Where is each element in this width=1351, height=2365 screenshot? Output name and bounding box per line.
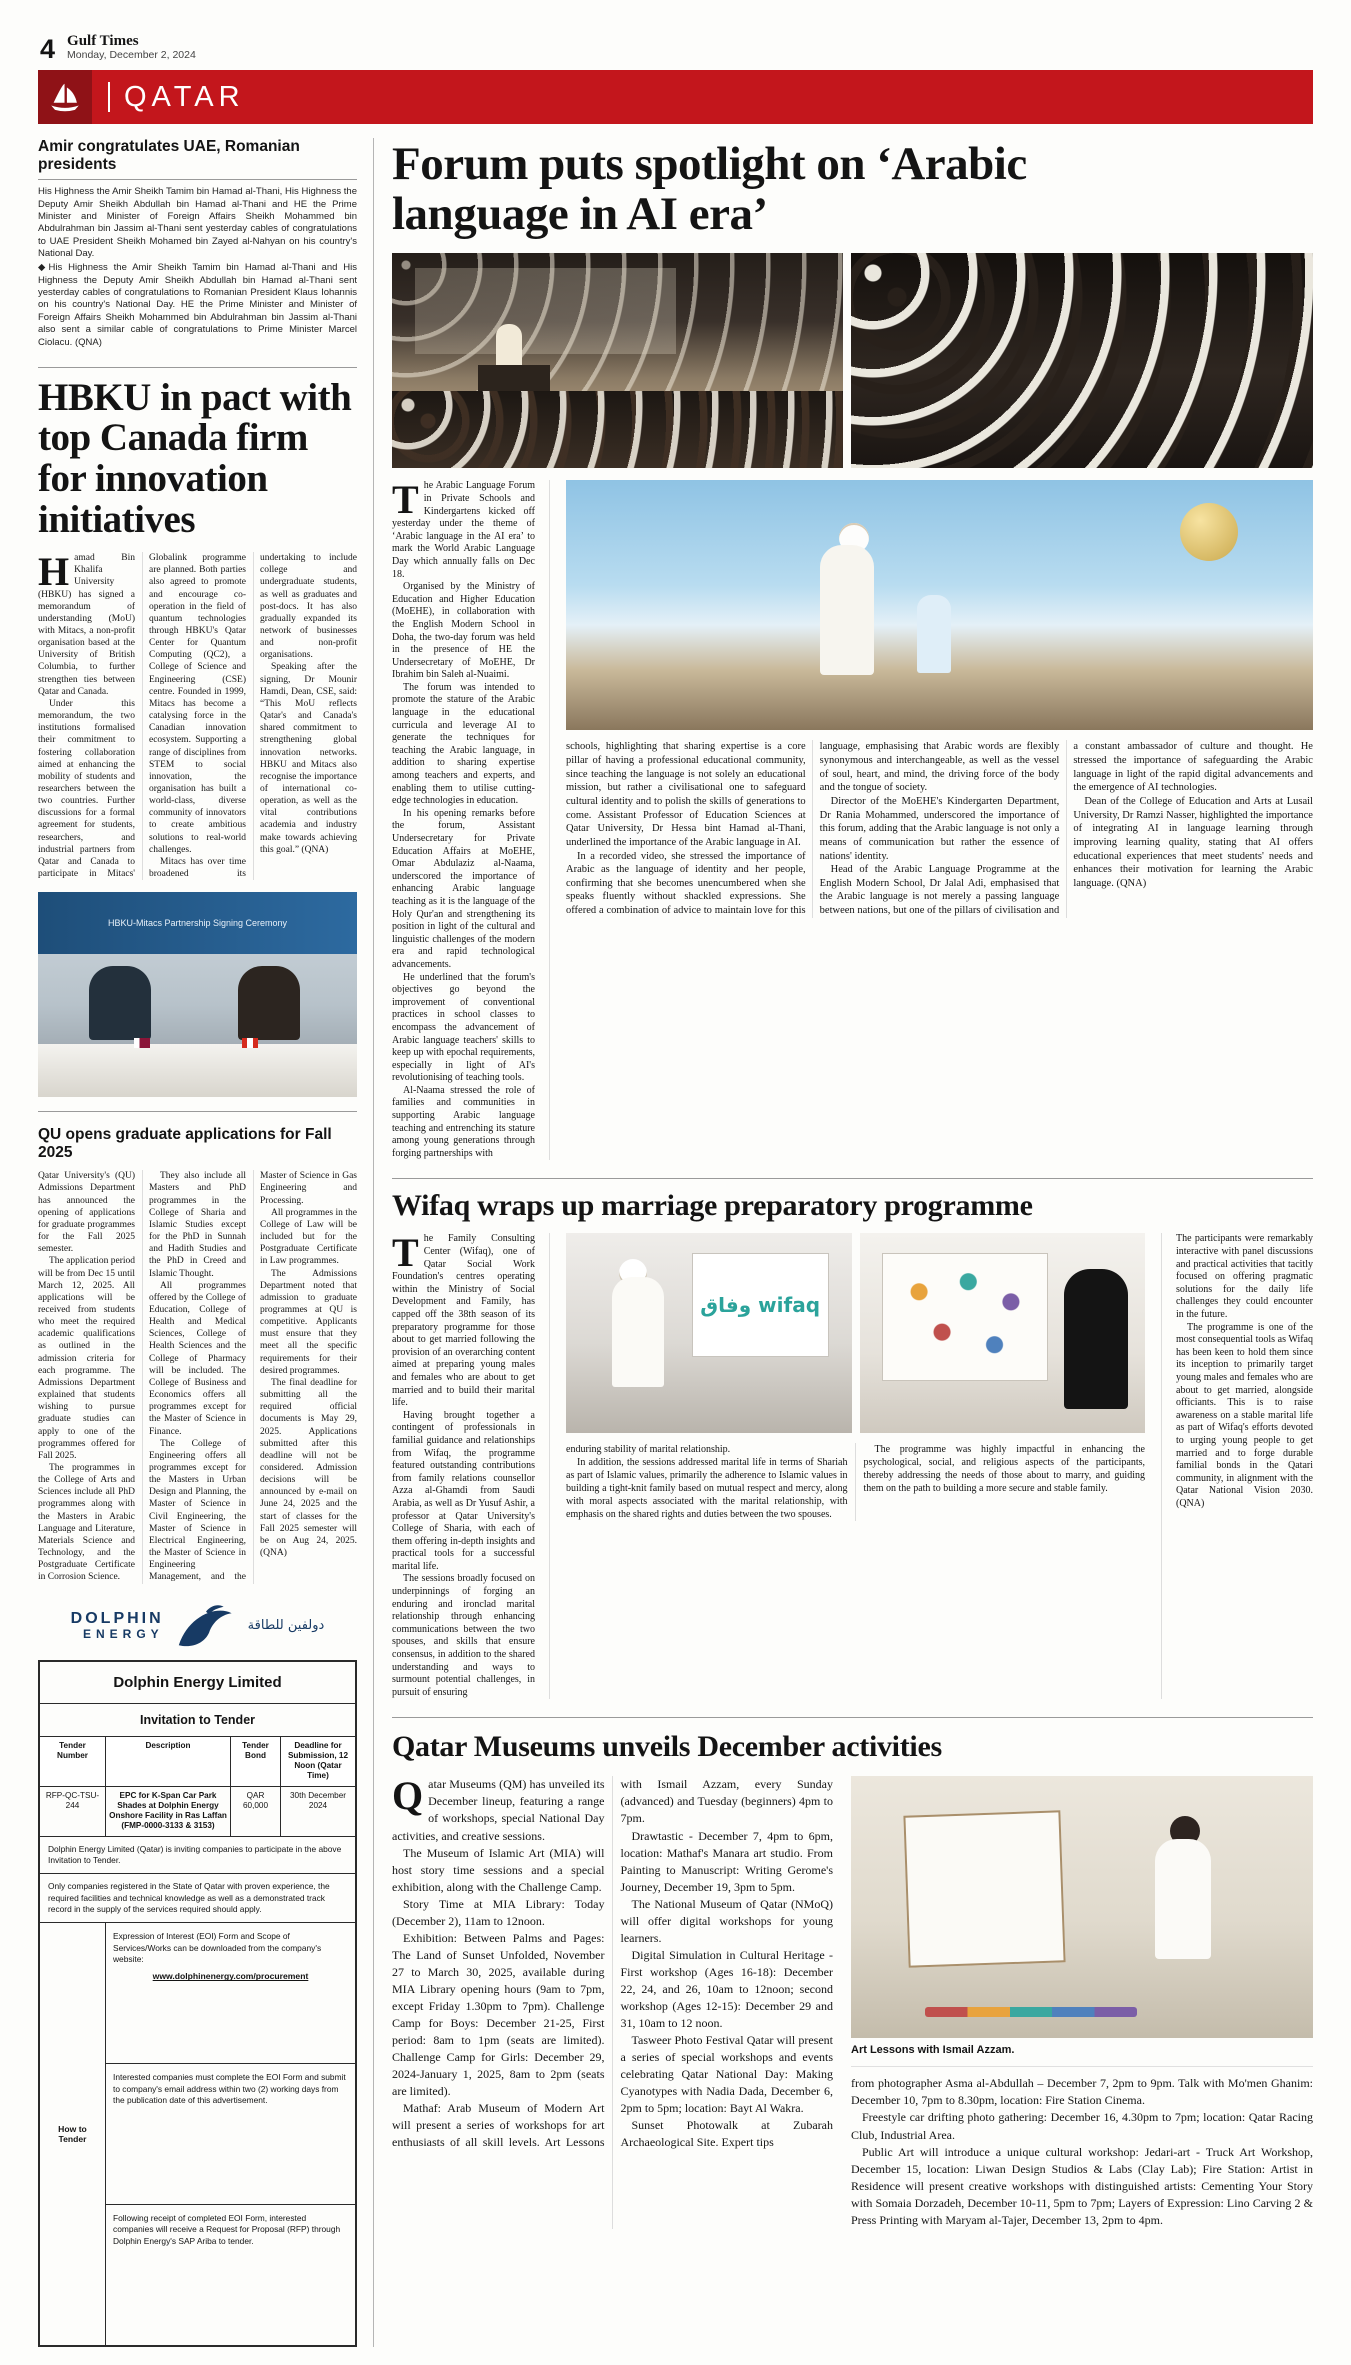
paragraph: Sunset Photowalk at Zubarah Archaeological Site. Expert tips bbox=[620, 2118, 833, 2150]
body-right-block bbox=[566, 480, 1313, 1160]
masthead bbox=[38, 30, 1313, 70]
paragraph: Head of the Arabic Language Programme at the English Modern School, Dr Jalal Adi, emphasised that the Arabic language is not merely a passing language between nations, but one of the pillars of civilisation and a constant ambassador of culture and thought. He stressed the importance of safeguarding the Arabic language in light of the rapid digital advancements and the emergence of AI technologies. bbox=[819, 741, 1313, 917]
brand-name-bottom: ENERGY bbox=[82, 1626, 164, 1641]
right-column bbox=[373, 138, 1313, 2347]
article-body bbox=[38, 186, 357, 348]
paragraph: Qatar Museums (QM) has unveiled its December lineup, featuring a range of workshops, special National Day activities, and creative sessions. bbox=[392, 1773, 605, 1843]
article-title: Wifaq wraps up marriage preparatory programme bbox=[392, 1189, 1033, 1223]
paragraph: Public Art will introduce a unique cultural workshop: Jedari-art - Truck Art Workshop, December 15, location: Liwan Design Studios & Labs (Clay Lab); Fire Station: Artist in Residence will present creative workshops with distinguished artists: Cementing Your Story with Somaia Dorzadeh, December 10-11, 5pm to 7pm; Layers of Expression: Lino Carving 2 & Press Printing with Maryam al-Tajer, December 13, 2pm to 4pm. bbox=[851, 2144, 1313, 2227]
table-header-description: Description bbox=[106, 1737, 231, 1787]
body-column-1 bbox=[392, 1230, 550, 1699]
how-step-download bbox=[106, 1923, 355, 2064]
article-qatar-museums bbox=[392, 1717, 1313, 2347]
paragraph: The final deadline for submitting all the required official documents is May 29, 2025. Applications submitted after this deadline will not be considered. Admission decisions will be announced by e-mail on June 24, 2025 and the start of classes for the Fall 2025 semester will be on Aug 24, 2025. (QNA) bbox=[260, 1377, 357, 1559]
wifaq-logo-text: وفاق wifaq bbox=[700, 1293, 821, 1318]
paragraph: In addition, the sessions addressed marital life in terms of Shariah as part of Islamic values, primarily the adherence to Islamic values in building a tight-knit family based on mutual respect and mercy, along with moral aspects associated with the marital relationship, with emphasis on the shared rights and duties between the two spouses. bbox=[566, 1457, 848, 1521]
article-body bbox=[38, 1170, 357, 1583]
photo-artist bbox=[1155, 1839, 1211, 1959]
dolphin-energy-logo bbox=[38, 1602, 357, 1650]
paragraph: Mitacs has over time broadened its undertaking to include college and undergraduate students, as well as graduates and post-docs. It has also gradually expanded its network of businesses and non-profit organisations. bbox=[149, 553, 357, 880]
article-qu-admissions bbox=[38, 1111, 357, 1583]
forum-speaker-photo bbox=[392, 253, 843, 468]
article-body bbox=[392, 477, 1313, 1160]
article-title: QU opens graduate applications for Fall 2025 bbox=[38, 1126, 332, 1162]
paragraph: He underlined that the forum's objectives go beyond the improvement of conventional practices in school classes to encompass the advancement of Arabic language teachers' skills to keep up with epochal requirements, especially in light of AI's revolutionising of teaching tools. bbox=[392, 971, 535, 1084]
paragraph: All programmes in the College of Law will be included but for the Postgraduate Certificate in Law programmes. bbox=[260, 1207, 357, 1267]
paragraph: The application period will be from Dec 15 until March 12, 2025. All applications will be received from students who meet the required academic qualifications as outlined in the admission criteria for each programme. The Admissions Department explained that students wishing to pursue graduate studies can apply to one of the programmes offered for Fall 2025. bbox=[38, 1256, 135, 1461]
ad-heading: Invitation to Tender bbox=[40, 1704, 355, 1737]
photo-screen bbox=[692, 1253, 829, 1357]
article-body bbox=[38, 549, 357, 880]
table-header-deadline: Deadline for Submission, 12 Noon (Qatar Time) bbox=[281, 1737, 355, 1787]
paper-name: Gulf Times bbox=[67, 33, 139, 49]
paragraph: Story Time at MIA Library: Today (December 2), 11am to 12noon. bbox=[392, 1896, 605, 1928]
photo-paint-palette bbox=[925, 2007, 1138, 2017]
photo-easel bbox=[904, 1810, 1066, 1967]
dolphin-icon bbox=[174, 1602, 238, 1650]
article-title: Amir congratulates UAE, Romanian presidents bbox=[38, 137, 300, 173]
table-header-tender-number: Tender Number bbox=[40, 1737, 106, 1787]
section-banner bbox=[38, 70, 1313, 124]
wifaq-flipchart-photo bbox=[860, 1233, 1146, 1433]
paragraph: Freestyle car drifting photo gathering: December 16, 4.30pm to 7pm; location: Qatar Racing Club, Industrial Area. bbox=[851, 2110, 1313, 2142]
photo-screen bbox=[415, 268, 677, 354]
paragraph: The programmes in the College of Arts and Sciences include all PhD programmes along with the Masters in Arabic Language and Literature, Materials Science and Technology, and the Postgraduate Certificate in Corrosion Science. bbox=[38, 1463, 135, 1583]
body-right-block bbox=[851, 1776, 1313, 2228]
masthead-right bbox=[67, 34, 196, 62]
article-hbku-mitacs bbox=[38, 367, 357, 1111]
how-to-tender-label: How to Tender bbox=[40, 1923, 106, 2345]
article-body bbox=[392, 1230, 1313, 1699]
qatar-flag bbox=[134, 1038, 150, 1048]
paragraph: Drawtastic - December 7, 4pm to 6pm, location: Mathaf's Manara art studio. From Painting to Manuscript: Writing Gerome's Journey, December 19, 3pm to 5pm. bbox=[620, 1828, 833, 1894]
tender-advertisement bbox=[38, 1660, 357, 2347]
section-title: QATAR bbox=[124, 80, 245, 113]
article-title: HBKU in pact with top Canada firm for innovation initiatives bbox=[38, 375, 352, 541]
divider bbox=[38, 179, 357, 180]
paragraph: The National Museum of Qatar (NMoQ) will offer digital workshops for young learners. bbox=[620, 1896, 833, 1945]
body-middle-block bbox=[566, 1233, 1145, 1699]
photo-figure bbox=[1064, 1269, 1128, 1409]
canada-flag bbox=[242, 1038, 258, 1048]
paragraph: The Admissions Department noted that admission to graduate programmes at QU is competitive. Applicants must ensure that they meet all the specific requirements for their desired programmes. bbox=[260, 1268, 357, 1376]
paragraph: Al-Naama stressed the role of families and communities in supporting Arabic language teaching and entrenching its stature among young generations through forging partnerships with bbox=[392, 1084, 535, 1159]
article-title: Forum puts spotlight on ‘Arabic language in AI era’ bbox=[392, 137, 1027, 240]
paragraph: Dean of the College of Education and Arts at Lusail University, Dr Ramzi Nasser, highlighted the importance of integrating AI in language learning through improving learning quality, stating that AI offers educational experiences that meet students' needs and enhances their motivation for learning the Arabic language. (QNA) bbox=[1073, 795, 1313, 889]
paragraph: Having brought together a contingent of professionals in familial guidance and relationships from Wifaq, the programme featured outstanding contributions from family relations counsellor Azza al-Ghamdi from Saudi Arabia, as well as Dr Yusuf Ashir, a professor at Qatar University's College of Sharia, with each of them offering in-depth insights and practical tools for a successful marital life. bbox=[392, 1409, 535, 1572]
paragraph: The Family Consulting Center (Wifaq), one of Qatar Social Work Foundation's centres operating within the Ministry of Social Development and Family, has capped off the 38th season of its preparatory programme for those about to get married following the provision of an overarching content aimed at preparing young males and females who are about to get married and to build their marital life. bbox=[392, 1230, 535, 1409]
procurement-url: www.dolphinenergy.com/procurement bbox=[152, 1971, 309, 1982]
photo-figure bbox=[238, 966, 300, 1040]
photo-child-figure bbox=[917, 595, 951, 673]
paragraph: The Museum of Islamic Art (MIA) will host story time sessions and a special exhibition, along with the Challenge Camp. bbox=[392, 1845, 605, 1894]
paragraph: His Highness the Amir Sheikh Tamim bin Hamad al-Thani, His Highness the Deputy Amir Sheikh Abdullah bin Hamad al-Thani and HE the Prime Minister and Minister of Foreign Affairs Sheikh Mohammed bin Abdulrahman bin Jassim al-Thani sent yesterday cables of congratulations to UAE President Sheikh Mohamed bin Zayed al-Nahyan on his country's National Day. bbox=[38, 186, 357, 260]
table-header-tender-bond: Tender Bond bbox=[231, 1737, 281, 1787]
paragraph: In a recorded video, she stressed the importance of Arabic as the language of identity and her people, confirming that she becomes unencumbered when she speaks fluently without shackled expressions. She offered a combination of advice to maintain love for this language, emphasising that Arabic words are flexibly synonymous and interchangeable, as well as the vessel of soul, heart, and mind, the driving force of the body and the tongue of society. bbox=[566, 741, 1060, 917]
paragraph: Digital Simulation in Cultural Heritage - First workshop (Ages 16-18): December 22, 24, and 26, 10am to 12noon; second workshop (Ages 12-15): December 29 and 31, 10am to 12 noon. bbox=[620, 1947, 833, 2030]
paragraph: The participants were remarkably interactive with panel discussions and practical activities that tacitly focused on offering pragmatic solutions for the daily life challenges they could encounter in the future. bbox=[1176, 1233, 1313, 1321]
paragraph: All programmes offered by the College of Education, College of Health and Medical Sciences, College of Health Sciences and the College of Pharmacy will be included. The College of Business and Economics offers all programmes except for the Master of Science in Finance. bbox=[149, 1280, 246, 1437]
body-continuation bbox=[851, 2075, 1313, 2228]
article-body bbox=[392, 1773, 1313, 2228]
paragraph: Qatar University's (QU) Admissions Department has announced the opening of applications for graduate programmes for the Fall 2025 semester. bbox=[38, 1171, 135, 1255]
article-wifaq-programme bbox=[392, 1178, 1313, 1699]
photo-dome bbox=[1180, 503, 1238, 561]
paragraph: ◆His Highness the Amir Sheikh Tamim bin Hamad al-Thani and His Highness the Deputy Amir Sheikh Abdullah bin Hamad al-Thani sent yesterday cables of congratulations to Romanian President Klaus Iohannis on his country's National Day. HE the Prime Minister and Minister of Foreign Affairs Sheikh Mohammed bin Abdulrahman bin Jassim al-Thani also sent a similar cable of congratulations to Prime Minister Marcel Ciolacu. (QNA) bbox=[38, 262, 357, 348]
paragraph: The College of Engineering offers all programmes except for the Masters in Urban Design and Planning, the Master of Science in Civil Engineering, the Master of Science in Electrical Engineering, the Master of Science in Engineering Management, and the Master of Science in Gas Engineering and Processing. bbox=[149, 1171, 357, 1583]
wifaq-session-photo bbox=[566, 1233, 852, 1433]
paragraph: from photographer Asma al-Abdullah – December 7, 2pm to 9pm. Talk with Mo'men Ghanim: December 10, 7pm to 8.30pm, location: Fire Station Cinema. bbox=[851, 2076, 1313, 2108]
article-arabic-language-forum bbox=[392, 138, 1313, 1161]
how-intro-text: Expression of Interest (EOI) Form and Scope of Services/Works can be downloaded from the company's website: bbox=[113, 1931, 322, 1964]
photo-flipchart bbox=[882, 1253, 1048, 1381]
paragraph: Mathaf: Arab Museum of Modern Art will present a series of workshops for art enthusiasts of all skill levels. Art Lessons with Ismail Azzam, every Sunday (advanced) and Tuesday (beginners) 4pm to 7pm. bbox=[392, 1777, 833, 2150]
paragraph: They also include all Masters and PhD programmes in the College of Sharia and Islamic Studies except for the PhD in Sunnah and Hadith Studies and the PhD in Creed and Islamic Thought. bbox=[149, 1171, 246, 1279]
article-amir-congratulates bbox=[38, 138, 357, 351]
body-main-columns bbox=[392, 1773, 833, 2228]
photo-table bbox=[38, 1044, 357, 1097]
photo-figure bbox=[820, 545, 874, 675]
dhow-logo-icon bbox=[38, 70, 92, 124]
photo-figure bbox=[89, 966, 151, 1040]
paragraph: Speaking after the signing, Dr Mounir Hamdi, Dean, CSE, said: “This MoU reflects Qatar's and Canada's shared commitment to strengthening global innovation networks. HBKU and Mitacs also recognise the importance of international co-operation, as well as the vital contributions academia and industry make towards achieving this goal.” (QNA) bbox=[260, 662, 357, 855]
hbku-signing-photo bbox=[38, 892, 357, 1097]
cell-tender-bond: QAR 60,000 bbox=[231, 1787, 281, 1836]
page-number: 4 bbox=[40, 34, 56, 65]
forum-exhibit-photo bbox=[566, 480, 1313, 730]
paragraph: enduring stability of marital relationship. bbox=[566, 1444, 731, 1456]
body-column-4 bbox=[1161, 1233, 1313, 1699]
banner-divider bbox=[108, 82, 110, 112]
paragraph: The sessions broadly focused on underpinnings of forging an enduring and ironclad marital relationship through enhancing communications between the two spouses, and skills that ensure consensus, in addition to the shared understanding and ways to surmount potential challenges, in pursuit of ensuring bbox=[392, 1573, 535, 1698]
left-column bbox=[38, 138, 373, 2347]
page-content bbox=[38, 138, 1313, 2347]
paragraph: Organised by the Ministry of Education and Higher Education (MoEHE), in collaboration with the English Modern School in Doha, the two-day forum was held in the presence of HE the Undersecretary of MoEHE, Dr Ibrahim bin Saleh al-Nuaimi. bbox=[392, 581, 535, 681]
photo-caption: Art Lessons with Ismail Azzam. bbox=[851, 2038, 1313, 2067]
dolphin-logo-arabic: دولفين للطاقة bbox=[247, 1617, 325, 1633]
cell-description: EPC for K-Span Car Park Shades at Dolphin Energy Onshore Facility in Ras Laffan (FMP-0000-3133 & 3153) bbox=[106, 1787, 231, 1836]
tender-table bbox=[40, 1737, 355, 1837]
paragraph: Under this memorandum, the two institutions formalised their commitment to fostering collaboration aimed at enhancing the mobility of students and researchers between the two countries. Further discussions for a formal agreement for students, researchers, and industrial partners from Qatar and Canada to participate in Mitacs' Globalink programme are planned. Both parties also agreed to promote and encourage co-operation in the field of quantum technologies through HBKU's Qatar Center for Quantum Computing (QC2), a College of Science and Engineering (CSE) centre. Founded in 1999, Mitacs has become a catalysing force in the Canadian innovation ecosystem. Supporting a range of disciplines from STEM to social innovation, the organisation has built a world-class, diverse community of innovators to create ambitious solutions to real-world challenges. bbox=[38, 553, 246, 880]
dolphin-logo-wordmark bbox=[71, 1611, 164, 1640]
paragraph: schools, highlighting that sharing expertise is a core pillar of having a professional educational community, since teaching the language is not solely an educational mission, but rather a civilisational one to safeguard cultural identity and to polish the skills of generations to come. Assistant Professor of Education Sciences at Qatar University, Dr Hessa bint Hamad al-Thani, underlined the importance of the Arabic language in AI. bbox=[566, 741, 806, 848]
cell-deadline: 30th December 2024 bbox=[290, 1790, 346, 1810]
paragraph: In his opening remarks before the forum, Assistant Undersecretary for Private Education Affairs at MoEHE, Omar Abdulaziz al-Naama, underscored the importance of enhancing Arabic language teaching as it is the language of the Holy Qur'an and strengthening its position in light of the cultural and linguistic challenges of the modern era and rapid technological advancements. bbox=[392, 807, 535, 970]
ad-eligibility-text: Only companies registered in the State of Qatar with proven experience, the required facilities and technical knowledge as well as a demonstrated track record in the supply of the services required should apply. bbox=[40, 1874, 355, 1923]
how-to-tender-section bbox=[40, 1923, 355, 2345]
body-continuation bbox=[566, 740, 1313, 917]
forum-photo-row bbox=[392, 253, 1313, 468]
paragraph: The forum was intended to promote the stature of the Arabic language in the educational curricula and leverage AI to generate the techniques for teaching the Arabic language, in addition to sharing expertise among teachers and experts, and enabling them to utilise cutting-edge technologies in education. bbox=[392, 681, 535, 807]
photo-presenter bbox=[612, 1277, 664, 1387]
paragraph: The programme was highly impactful in enhancing the psychological, social, and religious aspects of the participants, thereby addressing the needs of those about to marry, and guiding them on the path to building a more secure and stable family. bbox=[863, 1444, 1145, 1495]
forum-audience-photo bbox=[851, 253, 1313, 468]
issue-date: Monday, December 2, 2024 bbox=[67, 48, 196, 61]
body-column-1 bbox=[392, 477, 550, 1160]
paragraph: Hamad Bin Khalifa University (HBKU) has signed a memorandum of understanding (MoU) with Mitacs, a non-profit organisation based at the University of British Columbia, to further strengthen ties between Qatar and Canada. bbox=[38, 549, 135, 697]
how-step-eoi-submit: Interested companies must complete the EOI Form and submit to company's email address within two (2) working days from the publication date of this advertisement. bbox=[106, 2064, 355, 2205]
brand-name-top: DOLPHIN bbox=[70, 1609, 164, 1627]
ad-invite-text: Dolphin Energy Limited (Qatar) is inviting companies to participate in the above Invitation to Tender. bbox=[40, 1837, 355, 1875]
paragraph: Director of the MoEHE's Kindergarten Department, Dr Rania Mohammed, underscored the importance of this forum, adding that the Arabic language is not only a means of communication but rather the essence of nations' identity. bbox=[819, 795, 1060, 862]
photo-audience bbox=[392, 391, 843, 468]
ad-company-name: Dolphin Energy Limited bbox=[40, 1662, 355, 1704]
body-continuation bbox=[566, 1443, 1145, 1521]
paragraph: Exhibition: Between Palms and Pages: The Land of Sunset Unfolded, November 27 to March 30, 2025, available during MIA Library opening hours (9am to 7pm, except Friday 1.30pm to 7pm). Challenge Camp for Boys: December 21-25, First period: 8am to 1pm (seats are limited). Challenge Camp for Girls: December 29, 2024-January 1, 2025, 8am to 2pm (seats are limited). bbox=[392, 1930, 605, 2098]
wifaq-photo-row bbox=[566, 1233, 1145, 1433]
paragraph: The programme is one of the most consequential tools as Wifaq has been keen to hold them since its inception to primarily target young males and females who are about to get married, alongside officiants. This is to raise awareness on a stable marital life as part of Wifaq's efforts devoted to urging young people to get married and to forge durable familial bonds in the Qatari community, in alignment with the Qatar National Vision 2030. (QNA) bbox=[1176, 1321, 1313, 1509]
how-step-rfp: Following receipt of completed EOI Form, interested companies will receive a Request for Proposal (RFP) through Dolphin Energy's SAP Ariba to tender. bbox=[113, 2213, 341, 2246]
article-title: Qatar Museums unveils December activities bbox=[392, 1730, 942, 1764]
art-lesson-photo bbox=[851, 1776, 1313, 2038]
cell-tender-number: RFP-QC-TSU-244 bbox=[40, 1787, 106, 1836]
how-to-tender-steps bbox=[106, 1923, 355, 2345]
photo-screen-text: HBKU-Mitacs Partnership Signing Ceremony bbox=[38, 892, 357, 954]
paragraph: Tasweer Photo Festival Qatar will present a series of special workshops and events celebrating Qatar National Day: Making Cyanotypes with Nadia Dada, December 6, 2pm to 5pm; location: Bayt Al Wakra. bbox=[620, 2032, 833, 2116]
paragraph: The Arabic Language Forum in Private Schools and Kindergartens kicked off yesterday under the theme of ‘Arabic language in the AI era’ to mark the World Arabic Language Day which annually falls on Dec 18. bbox=[392, 477, 535, 580]
